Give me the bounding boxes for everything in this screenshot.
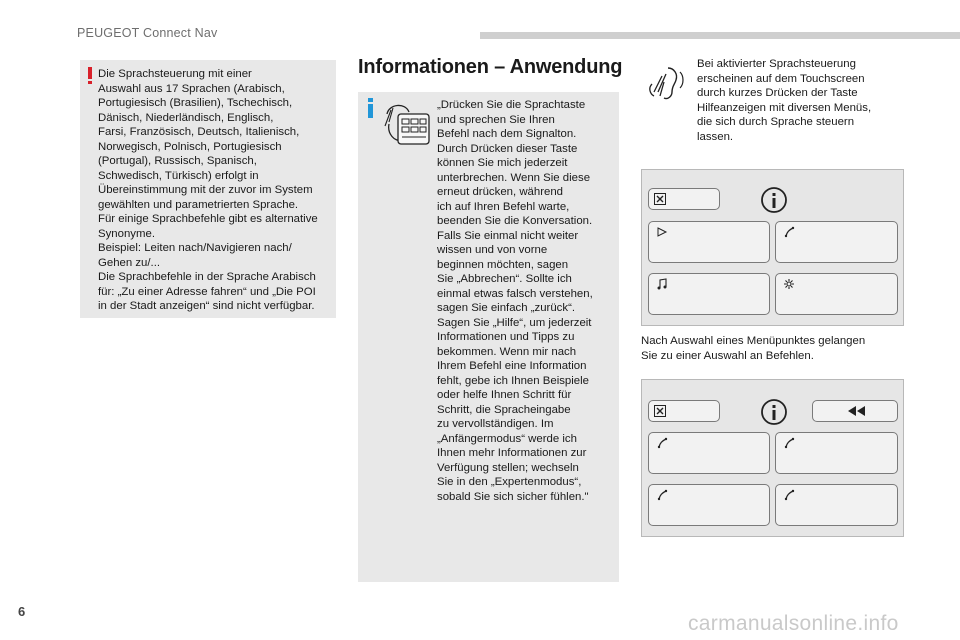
phone-icon bbox=[783, 226, 795, 238]
phone-icon bbox=[656, 437, 668, 449]
warning-exclamation-icon bbox=[88, 67, 92, 83]
touchscreen-help-menu bbox=[641, 169, 904, 326]
header-divider-bar bbox=[480, 32, 960, 39]
warning-text: Die Sprachsteuerung mit einer Auswahl aus 17 Sprachen (Arabisch, Portugiesisch (Brasilien), Tschechisch, Dänisch, Niederländisch, Englisch, Farsi, Französisch, Deutsch, Italienisch, Norwegisch, Polnisch, Portugiesisch (Portugal), Russisch, Spanisch, Schwedisch, Türkisch) erfolgt in Übereinstimmung mit der zuvor im System gewählten und parametrierten Sprache. Für einige Sprachbefehle gibt es alternative Synonyme. Beispiel: Leiten nach/Navigieren nach/ Gehen zu/... Die Sprachbefehle in der Sprache Arabisch für: „Zu einer Adresse fahren“ und „Die POI in der Stadt anzeigen“ sind nicht verfügbar. bbox=[98, 68, 318, 312]
info-text: „Drücken Sie die Sprachtaste und sprechen Sie Ihren Befehl nach dem Signalton. Durch Drücken dieser Taste können Sie mich jederzeit unterbrechen. Wenn Sie diese erneut drücken, während ich auf Ihren Befehl warte, beenden Sie die Konversation. Falls Sie einmal nicht weiter wissen und von vorne beginnen möchten, sagen Sie „Abbrechen“. Sollte ich einmal etwas falsch verstehen, sagen Sie einfach „zurück“. Sagen Sie „Hilfe“, um jederzeit Informationen und Tipps zu bekommen. Wenn mir nach Ihrem Befehl eine Information fehlt, gebe ich Ihnen Beispiele oder helfe Ihnen Schritt für Schritt, die Spracheingabe zu vervollständigen. Im „Anfängermodus“ werde ich Ihnen mehr Informationen zur Verfügung stellen; wechseln Sie in den „Expertenmodus“, sobald Sie sich sicher fühlen." bbox=[437, 99, 593, 503]
section-title: Informationen – Anwendung bbox=[358, 56, 623, 78]
back-double-arrow-icon bbox=[847, 405, 867, 417]
back-button[interactable] bbox=[812, 400, 898, 422]
settings-gear-icon bbox=[783, 278, 795, 290]
info-circle-icon[interactable] bbox=[760, 398, 788, 426]
close-button[interactable] bbox=[648, 188, 720, 210]
menu-selection-text: Nach Auswahl eines Menüpunktes gelangen Sie zu einer Auswahl an Befehlen. bbox=[641, 335, 866, 362]
page-number: 6 bbox=[18, 604, 26, 619]
menu-button-phone[interactable] bbox=[775, 221, 898, 263]
phone-icon bbox=[783, 437, 795, 449]
close-button[interactable] bbox=[648, 400, 720, 422]
phone-icon bbox=[656, 489, 668, 501]
music-note-icon bbox=[656, 278, 668, 290]
menu-button-music[interactable] bbox=[648, 273, 770, 315]
navigation-arrow-icon bbox=[656, 226, 668, 238]
voice-speaking-hand-icon bbox=[648, 62, 688, 104]
header-title: PEUGEOT Connect Nav bbox=[77, 26, 218, 40]
menu-button-navigation[interactable] bbox=[648, 221, 770, 263]
watermark: carmanualsonline.info bbox=[688, 612, 899, 635]
close-x-icon bbox=[654, 405, 666, 417]
info-i-icon bbox=[368, 98, 373, 118]
phone-icon bbox=[783, 489, 795, 501]
touchscreen-command-list bbox=[641, 379, 904, 537]
info-circle-icon[interactable] bbox=[760, 186, 788, 214]
voice-command-steering-icon bbox=[381, 100, 433, 148]
command-button-2[interactable] bbox=[775, 432, 898, 474]
command-button-3[interactable] bbox=[648, 484, 770, 526]
menu-button-settings[interactable] bbox=[775, 273, 898, 315]
command-button-4[interactable] bbox=[775, 484, 898, 526]
voice-help-intro-text: Bei aktivierter Sprachsteuerung erscheinen auf dem Touchscreen durch kurzes Drücken der Taste Hilfeanzeigen mit diversen Menüs, die sich durch Sprache steuern lassen. bbox=[697, 58, 872, 143]
close-x-icon bbox=[654, 193, 666, 205]
command-button-1[interactable] bbox=[648, 432, 770, 474]
